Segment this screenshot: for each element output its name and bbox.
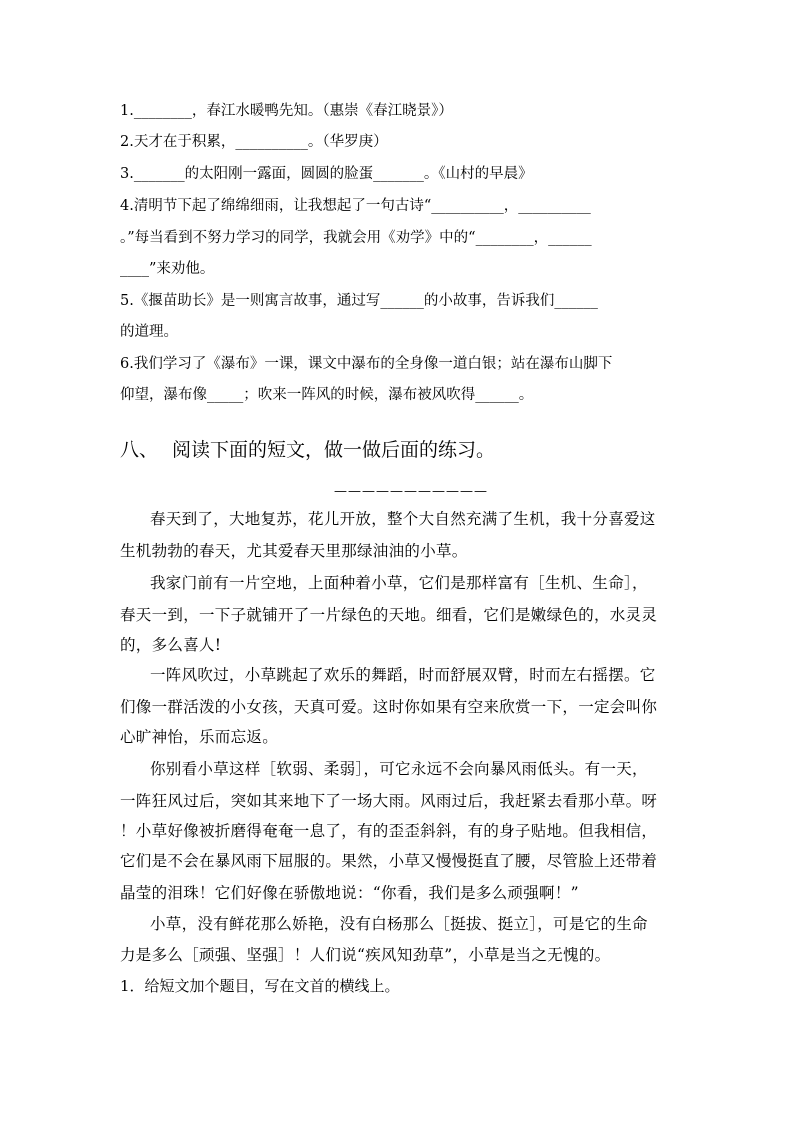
passage-line: 心旷神怡，乐而忘返。 bbox=[120, 728, 279, 746]
fill-blank-line-5-end: 的道理。 bbox=[120, 324, 178, 340]
fill-blank-line-4-cont: 。”每当看到不努力学习的同学，我就会用《劝学》中的“________，______ bbox=[120, 230, 592, 246]
passage-title-blank: ——————————— bbox=[334, 484, 488, 499]
passage-line: 春天一到，一下子就铺开了一片绿色的天地。细看，它们是嫩绿色的，水灵灵 bbox=[120, 606, 658, 624]
passage-line: 一阵狂风过后，突如其来地下了一场大雨。风雨过后，我赶紧去看那小草。呀 bbox=[120, 792, 658, 810]
fill-blank-line-5: 5.《揠苗助长》是一则寓言故事，通过写______的小故事，告诉我们______ bbox=[120, 293, 598, 309]
passage-line: 生机勃勃的春天，尤其爱春天里那绿油油的小草。 bbox=[120, 542, 468, 560]
passage-line: 一阵风吹过，小草跳起了欢乐的舞蹈，时而舒展双臂，时而左右摇摆。它 bbox=[150, 666, 656, 684]
question-1: 1．给短文加个题目，写在文首的横线上。 bbox=[120, 977, 400, 995]
fill-blank-line-1: 1.________，春江水暖鸭先知。（惠崇《春江晓景》） bbox=[120, 103, 453, 119]
passage-line: 春天到了，大地复苏，花儿开放，整个大自然充满了生机，我十分喜爱这 bbox=[150, 510, 656, 528]
passage-line: 们像一群活泼的小女孩，天真可爱。这时你如果有空来欣赏一下，一定会叫你 bbox=[120, 698, 658, 716]
section-number: 八、 bbox=[120, 439, 159, 461]
section-heading bbox=[120, 437, 495, 463]
fill-blank-line-4-end: ____”来劝他。 bbox=[120, 261, 215, 277]
passage-line: 力是多么［顽强、坚强］！人们说“疾风知劲草”，小草是当之无愧的。 bbox=[120, 946, 611, 964]
fill-blank-line-6-end: 仰望，瀑布像_____；吹来一阵风的时候，瀑布被风吹得______。 bbox=[120, 387, 534, 403]
fill-blank-line-6: 6.我们学习了《瀑布》一课，课文中瀑布的全身像一道白银；站在瀑布山脚下 bbox=[120, 356, 613, 372]
passage-line: 小草，没有鲜花那么娇艳，没有白杨那么［挺拔、挺立］，可是它的生命 bbox=[150, 915, 648, 933]
passage-line: 它们是不会在暴风雨下屈服的。果然，小草又慢慢挺直了腰，尽管脸上还带着 bbox=[120, 852, 658, 870]
passage-line: 晶莹的泪珠！它们好像在骄傲地说：“你看，我们是多么顽强啊！” bbox=[120, 884, 579, 902]
passage-line: 我家门前有一片空地，上面种着小草，它们是那样富有［生机、生命］， bbox=[150, 574, 648, 592]
section-title: 阅读下面的短文，做一做后面的练习。 bbox=[172, 439, 496, 461]
passage-line: 的，多么喜人! bbox=[120, 636, 222, 654]
passage-line: 你别看小草这样［软弱、柔弱］，可它永远不会向暴风雨低头。有一天， bbox=[150, 760, 648, 778]
passage-line: ！小草好像被折磨得奄奄一息了，有的歪歪斜斜，有的身子贴地。但我相信， bbox=[120, 822, 658, 840]
fill-blank-line-2: 2.天才在于积累，__________。（华罗庚） bbox=[120, 134, 388, 150]
fill-blank-line-3: 3._______的太阳刚一露面，圆圆的脸蛋_______。《山村的早晨》 bbox=[120, 166, 533, 182]
fill-blank-line-4: 4.清明节下起了绵绵细雨，让我想起了一句古诗“__________，__________ bbox=[120, 198, 591, 214]
